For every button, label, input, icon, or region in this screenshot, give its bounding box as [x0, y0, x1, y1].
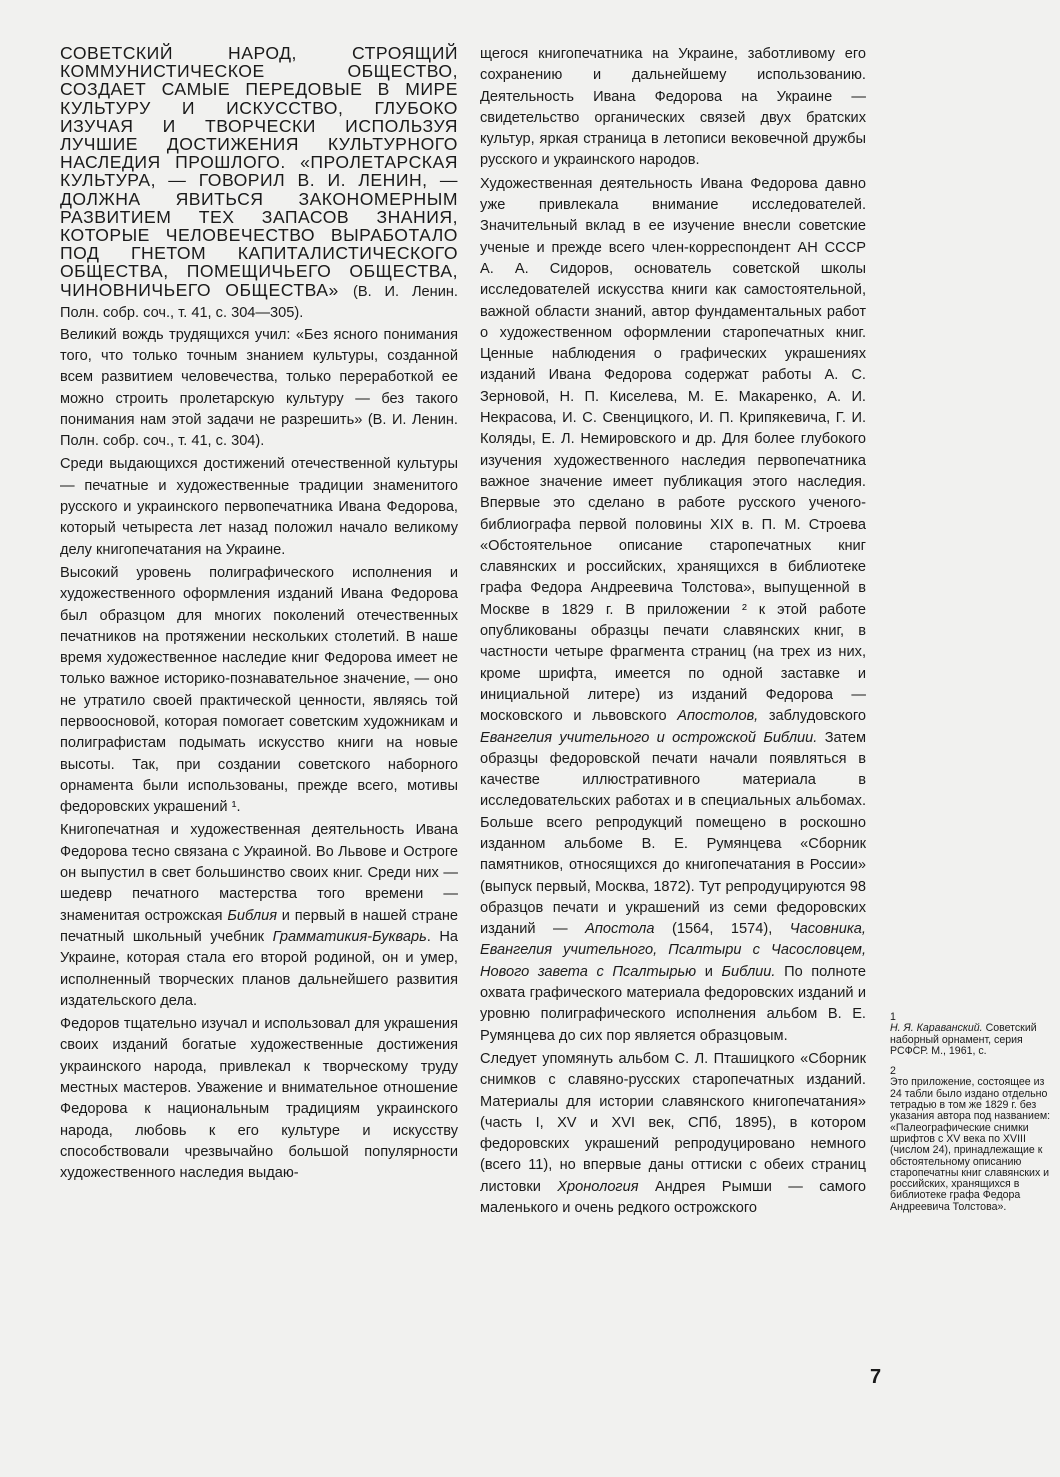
footnote-author: Н. Я. Караванский.: [890, 1022, 983, 1035]
text: Андрея Рымши — самого маленького и очень редкого острожского: [480, 1178, 866, 1217]
paragraph: Федоров тщательно изучал и использовал для украшения своих изданий богатые художественные достижения украинского народа, привлекал к творческому труду местных мастеров. Уважение и внимательное отношение Федорова к национальным традициям украинского народа, любовь к его культуре и искусству способствовали чрезвычайно большой популярности художественного наследия выдаю-: [60, 1016, 458, 1182]
italic-text: Библии.: [721, 963, 776, 980]
footnote: [890, 1066, 1058, 1213]
paragraph: Среди выдающихся достижений отечественной культуры — печатные и художественные традиции знаменитого русского и украинского первопечатника Ивана Федорова, который четыреста лет назад положил начало великому делу книгопечатания на Украине.: [60, 456, 458, 558]
lead-caps: СОВЕТСКИЙ НАРОД, СТРОЯЩИЙ КОММУНИСТИЧЕСКОЕ ОБЩЕСТВО, СОЗДАЕТ САМЫЕ ПЕРЕДОВЫЕ В МИРЕ КУЛЬТУРУ И ИСКУССТВО, ГЛУБОКО ИЗУЧАЯ И ТВОРЧЕСКИ ИСПОЛЬЗУЯ ЛУЧШИЕ ДОСТИЖЕНИЯ КУЛЬТУРНОГО НАСЛЕДИЯ ПРОШЛОГО. «ПРОЛЕТАРСКАЯ КУЛЬТУРА, — ГОВОРИЛ В. И. ЛЕНИН, — ДОЛЖНА ЯВИТЬСЯ ЗАКОНОМЕРНЫМ РАЗВИТИЕМ ТЕХ ЗАПАСОВ ЗНАНИЯ, КОТОРЫЕ ЧЕЛОВЕЧЕСТВО ВЫРАБОТАЛО ПОД ГНЕТОМ КАПИТАЛИСТИЧЕСКОГО ОБЩЕСТВА, ПОМЕЩИЧЬЕГО ОБЩЕСТВА, ЧИНОВНИЧЬЕГО ОБЩЕСТВА»: [60, 43, 458, 300]
footnotes: [890, 1012, 1058, 1222]
italic-text: Библия: [227, 907, 277, 924]
page-number: 7: [870, 1366, 882, 1388]
italic-text: Часовника, Евангелия учительного, Псалтыри с Часословцем, Нового завета с Псалтырью: [480, 921, 866, 980]
italic-text: Апостола: [585, 921, 655, 938]
paragraph: щегося книгопечатника на Украине, заботливому его сохранению и дальнейшему использованию. Деятельность Ивана Федорова на Украине — свидетельство органических связей двух братских культур, яркая страница в летописи вековечной дружбы русского и украинского народов.: [480, 46, 866, 169]
text: и первый в нашей стране печатный школьный учебник: [60, 907, 459, 945]
italic-text: Евангелия учительного и острожской Библии.: [480, 729, 818, 746]
text: Книгопечатная и художественная деятельность Ивана Федорова тесно связана с Украиной. Во Львове и Остроге он выпустил в свет большинство своих книг. Среди них — шедевр печатного мастерства того времени — знаменитая острожская: [60, 822, 458, 924]
text: Художественная деятельность Ивана Федорова давно уже привлекала внимание исследователей. Значительный вклад в ее изучение внесли советские ученые и прежде всего член-корреспондент АН СССР А. А. Сидоров, основатель советской школы исследователей искусства книги как самостоятельной, важной области знаний, автор фундаментальных работ о художественном оформлении старопечатных книг. Ценные наблюдения о графических украшениях изданий Ивана Федорова содержат работы А. С. Зерновой, Н. П. Киселева, М. Е. Макаренко, А. И. Некрасова, И. С. Свенцицкого, И. П. Крипякевича, Г. И. Коляды, Е. Л. Немировского и др. Для более глубокого изучения художественного наследия первопечатника важное значение имеет публикация этого наследия. Впервые это сделано в работе русского ученого-библиографа первой половины XIX в. П. М. Строева «Обстоятельное описание старопечатных книг славянских и российских, хранящихся в библиотеке графа Федора Андреевича Толстова», выпущенной в Москве в 1829 г. В приложении ² к этой работе опубликованы образцы печати славянских книг, в частности четыре фрагмента страниц (на трех из них, кроме шрифта, имеется по одной заставке и инициальной литере) из изданий Федорова — московского и львовского: [480, 175, 866, 725]
italic-text: Грамматикия-Букварь: [272, 928, 427, 945]
text: заблудовского: [758, 708, 866, 725]
lead-paragraph: [60, 44, 458, 323]
paragraph: [480, 174, 866, 1047]
paragraph: [480, 1049, 866, 1219]
paragraph: Высокий уровень полиграфического исполнения и художественного оформления изданий Ивана Федорова был образцом для многих поколений отечественных печатников на протяжении нескольких столетий. В наше время художественное наследие книг Федорова имеет не только важное историко-познавательное значение, — оно не утратило своей практической ценности, являясь той первоосновой, которая помогает советским художникам и полиграфистам подымать искусство книги на новые высоты. Так, при создании советского наборного орнамента были использованы, прежде всего, мотивы федоровских украшений ¹.: [60, 564, 458, 816]
text: Следует упомянуть альбом С. Л. Пташицкого «Сборник снимков с славяно-русских старопечатных изданий. Материалы для истории славянского книгопечатания» (часть I, XV и XVI век, СПб, 1895), в котором федоровских украшений репродуцировано немного (всего 11), но впервые даны оттиски с обеих страниц листовки: [480, 1050, 866, 1195]
text: По полноте охвата графического материала федоровских изданий и уровню полиграфического исполнения альбом В. Е. Румянцева до сих пор является образцовым.: [480, 963, 866, 1044]
footnote-text: Это приложение, состоящее из 24 табли было издано отдельно тетрадью в том же 1829 г. без указания автора под названием: «Палеографические снимки шрифтов с XV века по XVIII (числом 24), принадлежащие к обстоятельному описанию старопечатны книг славянских и российских, хранящихся в библиотеке графа Федора Андреевича Толстова».: [890, 1076, 1051, 1213]
text: Затем образцы федоровской печати начали появляться в качестве иллюстративного материала в исследовательских работах и в специальных альбомах. Больше всего репродукций помещено в роскошно изданном альбоме В. Е. Румянцева «Сборник памятников, относящихся до книгопечатания в России» (выпуск первый, Москва, 1872). Тут репродуцируются 98 образцов печати и украшений из семи федоровских изданий —: [480, 729, 866, 938]
footnote-number: 1: [890, 1011, 896, 1023]
text: (1564, 1574),: [654, 921, 790, 938]
left-column: [60, 44, 458, 1187]
paragraph: Великий вождь трудящихся учил: «Без ясного понимания того, что только точным знанием культуры, созданной всем развитием человечества, только переработкой ее можно строить пролетарскую культуру — без такого понимания нам этой задачи не разрешить» (В. И. Ленин. Полн. собр. соч., т. 41, с. 304).: [60, 326, 458, 450]
paragraph: [60, 820, 458, 1012]
lead-citation: (В. И. Ленин. Полн. собр. соч., т. 41, с. 304—305).: [60, 283, 458, 321]
footnote-number: 2: [890, 1065, 896, 1078]
text: и: [696, 963, 722, 980]
footnote-text: Советский наборный орнамент, серия РСФСР. М., 1961, с.: [890, 1022, 1037, 1057]
middle-column: [480, 44, 866, 1221]
italic-text: Хронология: [557, 1178, 639, 1195]
footnote: [890, 1012, 1058, 1057]
italic-text: Апостолов,: [677, 708, 759, 725]
text: . На Украине, которая стала его второй родиной, он и умер, исполненный творческих планов дальнейшего развития издательского дела.: [60, 928, 458, 1009]
